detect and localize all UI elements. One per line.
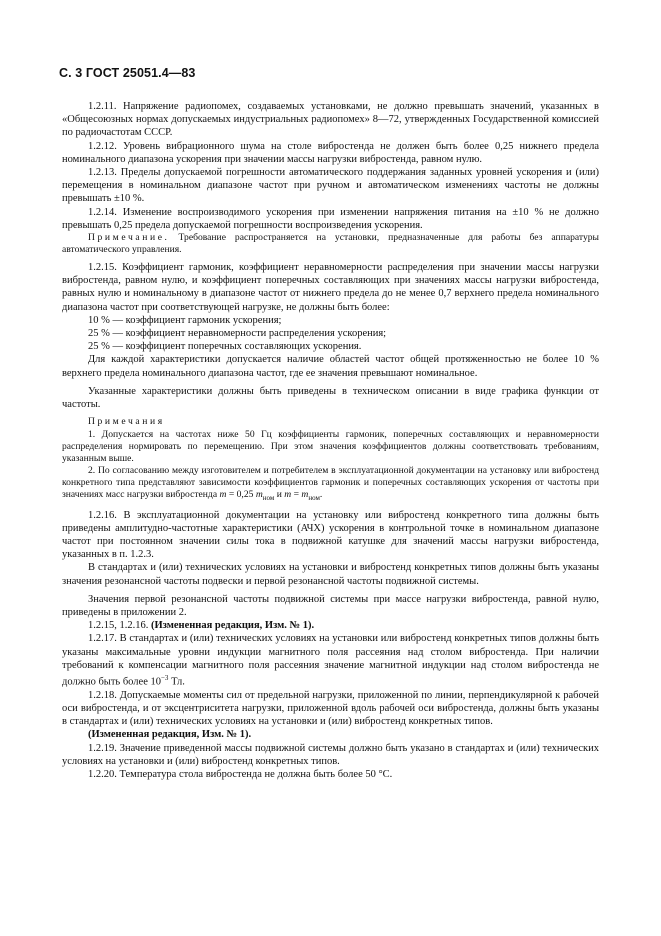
list-item: 25 % — коэффициент неравномерности распределения ускорения; (88, 328, 387, 340)
clause-1-2-15-graphs: Указанные характеристики должны быть приведены в техническом описании в виде графика функции от частоты. (62, 385, 599, 411)
note-2-text: 2. По согласованию между изготовителем и потребителем в эксплуатационной документации на установку или вибростенд конкретного типа представляют зависимости коэффициентов гармоник и поперечных составляющих ускорения от частоты при значениях масс нагрузки вибростенда (62, 464, 599, 500)
note-1: 1. Допускается на частотах ниже 50 Гц коэффициенты гармоник, поперечных составляющих и неравномерности распределения нормировать по перемещению. При этом значения коэффициентов должны соответствовать требованиям, указанным выше. (62, 428, 599, 464)
clause-1-2-19: 1.2.19. Значение приведенной массы подвижной системы должно быть указано в стандартах и (или) технических условиях на установки и (или) вибростенд конкретных типов. (62, 742, 599, 767)
clause-1-2-15-exceptions: Для каждой характеристики допускается наличие областей частот общей протяженностью не более 10 % верхнего предела номинального диапазона частот, где ее значения превышают номинальное. (62, 354, 599, 379)
clause-1-2-18: 1.2.18. Допускаемые моменты сил от предельной нагрузки, приложенной по линии, перпендикулярной к рабочей оси вибростенда, и от эксцентриситета нагрузки, приложенной вдоль рабочей оси вибростенда, должны быть указаны в стандартах и (или) технических условиях на установки и (или) вибростенд конкретных типов. (62, 689, 599, 728)
clause-1-2-12: 1.2.12. Уровень вибрационного шума на столе вибростенда не должен быть более 0,25 нижнего предела номинального диапазона ускорения при значении массы нагрузки вибростенда, равном нулю. (62, 140, 599, 165)
clause-1-2-15: 1.2.15. Коэффициент гармоник, коэффициент неравномерности распределения при значении массы нагрузки вибростенда, равном нулю, и коэффициент поперечных составляющих при значениях массы нагрузки вибростенда, равных нулю и номинальному в диапазоне частот от нижнего предела до не менее 0,7 верхнего предела номинального диапазона частот при соответствующей нагрузке, не должны быть более: (62, 262, 599, 313)
clause-1-2-16-appendix: Значения первой резонансной частоты подвижной системы при массе нагрузки вибростенда, равной нулю, приведены в приложении 2. (62, 593, 599, 618)
revision-1-2-18: (Измененная редакция, Изм. № 1). (88, 729, 252, 741)
list-item: 10 % — коэффициент гармоник ускорения; (88, 314, 282, 326)
clause-1-2-17-text: 1.2.17. В стандартах и (или) технических условиях на установки или вибростенд конкретных типов должны быть указаны максимальные уровни индукции магнитного поля рассеяния над столом вибростенда. При наличии требований к компенсации магнитного поля рассеяния значение магнитной индукции над столом вибростенда не должно быть более 10 (62, 633, 599, 688)
note-text: Требование распространяется на установки, предназначенные для работы без аппаратуры автоматического управления. (62, 232, 599, 256)
page-header: С. 3 ГОСТ 25051.4—83 (59, 66, 196, 80)
revision-1-2-15-16 (62, 619, 599, 632)
note-2 (62, 465, 599, 504)
revision-clauses: 1.2.15, 1.2.16. (88, 620, 151, 632)
subscript-nom: ном (308, 493, 320, 502)
subscript-nom: ном (262, 493, 275, 502)
mass-symbol: m (219, 488, 227, 500)
list-item: 25 % — коэффициент поперечных составляющих ускорения. (88, 341, 362, 353)
mass-symbol: m (301, 488, 309, 500)
mass-symbol: m (255, 488, 263, 500)
mass-symbol: m (284, 488, 292, 500)
clause-1-2-17 (62, 632, 599, 688)
mass-eq-1: = 0,25 (226, 488, 256, 500)
note-2-end: . (319, 488, 323, 500)
note-1-2-14 (62, 232, 599, 256)
and-word: и (274, 488, 285, 500)
document-body (62, 100, 599, 781)
clause-1-2-17-unit: Тл. (168, 676, 185, 688)
revision-note: (Измененная редакция, Изм. № 1). (151, 620, 315, 632)
clause-1-2-16: 1.2.16. В эксплуатационной документации на установку или вибростенд конкретного типа должны быть приведены амплитудно-частотные характеристики (АЧХ) ускорения в контрольной точке в номинальном диапазоне частот при постоянном значении силы тока в подвижной катушке для значений массы нагрузки вибростенда, указанных в п. 1.2.3. (62, 509, 599, 561)
clause-1-2-13: 1.2.13. Пределы допускаемой погрешности автоматического поддержания заданных уровней ускорения и (или) перемещения в номинальном диапазоне частот при ручном и автоматическом изменениях частоты не должны превышать ±10 %. (62, 167, 599, 205)
clause-1-2-20: 1.2.20. Температура стола вибростенда не должна быть более 50 °С. (88, 768, 393, 780)
mass-eq-2: = (291, 488, 302, 500)
clause-1-2-14: 1.2.14. Изменение воспроизводимого ускорения при изменении напряжения питания на ±10 % не должно превышать 0,25 предела допускаемой погрешности воспроизведения ускорения. (62, 206, 599, 231)
note-label: Примечание. (88, 232, 170, 244)
clause-1-2-11: 1.2.11. Напряжение радиопомех, создаваемых установками, не должно превышать значений, указанных в «Общесоюзных нормах допускаемых индустриальных радиопомех» 8—72, утвержденных Государственной комиссией по радиочастотам СССР. (62, 101, 599, 139)
exponent: −3 (160, 674, 169, 683)
clause-1-2-16-standards: В стандартах и (или) технических условиях на установки и вибростенд конкретных типов должны быть указаны значения резонансной частоты подвески и первой резонансной частоты подвижной системы. (62, 562, 599, 587)
notes-heading: Примечания (88, 416, 165, 428)
